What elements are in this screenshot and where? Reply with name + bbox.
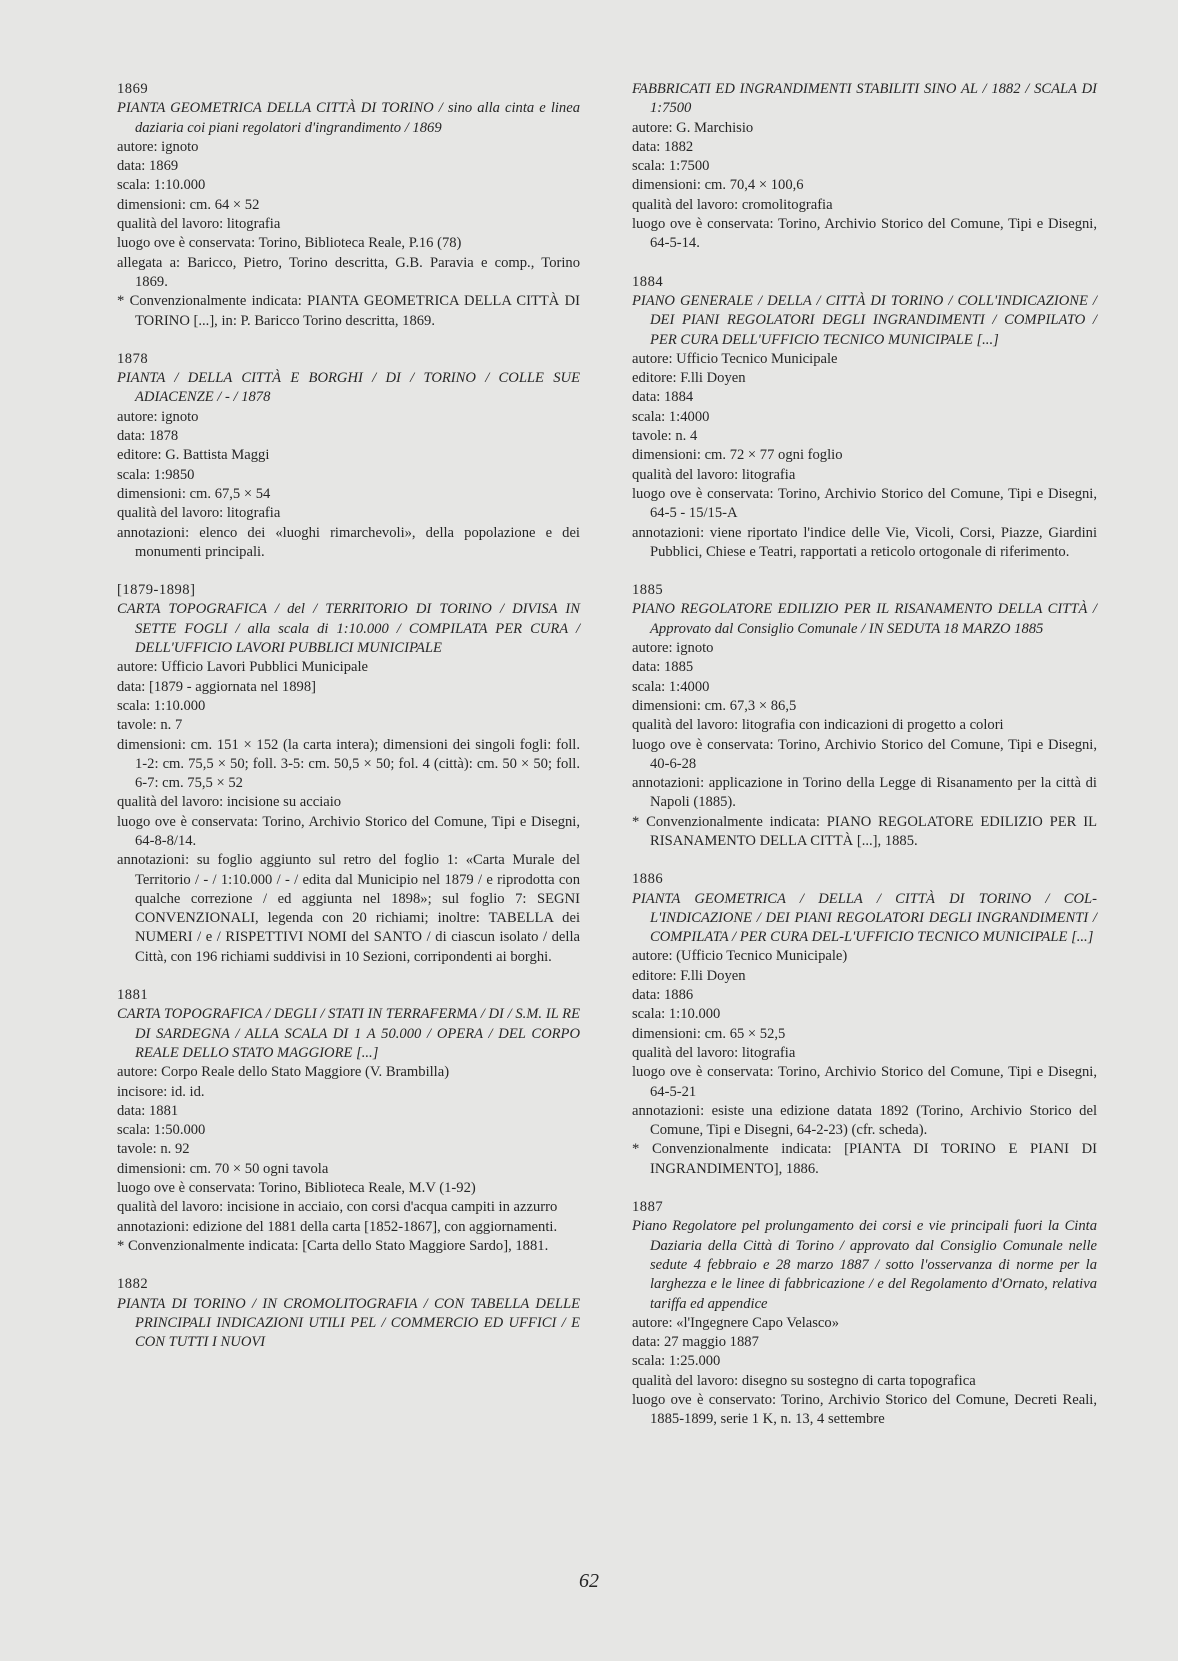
- entry-field: qualità del lavoro: incisione in acciaio, con corsi d'acqua campiti in azzurro: [117, 1199, 558, 1216]
- entry-title: CARTA TOPOGRAFICA / del / TERRITORIO DI TORINO / DIVISA IN SETTE FOGLI / alla scala di 1:10.000 / COMPILATA PER CURA / DELL'UFFICIO LAVORI PUBBLICI MUNICIPALE: [117, 601, 580, 657]
- entry-field: luogo ove è conservata: Torino, Archivio Storico del Comune, Tipi e Disegni, 64-8-8/14.: [117, 813, 580, 849]
- entry-field: data: 1886: [632, 987, 694, 1004]
- catalog-entry: [117, 581, 580, 967]
- entry-field: data: 1878: [117, 428, 179, 445]
- entry-field: qualità del lavoro: litografia: [117, 216, 281, 233]
- catalog-entry: [632, 1198, 1097, 1430]
- entry-field: qualità del lavoro: litografia con indicazioni di progetto a colori: [632, 717, 1004, 734]
- catalog-entry: [632, 273, 1097, 562]
- entry-field: dimensioni: cm. 70 × 50 ogni tavola: [117, 1160, 329, 1177]
- entry-field: annotazioni: applicazione in Torino della Legge di Risanamento per la città di Napoli (1885).: [632, 775, 1097, 811]
- entry-field: * Convenzionalmente indicata: PIANTA GEOMETRICA DELLA CITTÀ DI TORINO [...], in: P. Baricco Torino descritta, 1869.: [117, 293, 580, 329]
- catalog-entry: [632, 80, 1097, 254]
- entry-field: luogo ove è conservata: Torino, Biblioteca Reale, M.V (1-92): [117, 1180, 476, 1197]
- entry-year: 1869: [117, 81, 149, 97]
- entry-field: data: [1879 - aggiornata nel 1898]: [117, 678, 316, 695]
- entry-field: dimensioni: cm. 65 × 52,5: [632, 1025, 786, 1042]
- entry-field: luogo ove è conservata: Torino, Archivio Storico del Comune, Tipi e Disegni, 40-6-28: [632, 736, 1097, 772]
- entry-field: scala: 1:10.000: [117, 177, 206, 194]
- entry-year: 1882: [117, 1276, 149, 1293]
- entry-field: scala: 1:50.000: [117, 1122, 206, 1139]
- entry-field: qualità del lavoro: litografia: [632, 466, 796, 483]
- entry-field: dimensioni: cm. 64 × 52: [117, 196, 260, 213]
- entry-field: scala: 1:25.000: [632, 1353, 721, 1370]
- entry-title: PIANTA GEOMETRICA DELLA CITTÀ DI TORINO / sino alla cinta e linea daziaria coi piani regolatori d'ingrandimento / 1869: [117, 100, 580, 136]
- entry-field: luogo ove è conservata: Torino, Archivio Storico del Comune, Tipi e Disegni, 64-5-14.: [632, 216, 1097, 252]
- entry-year: [1879-1898]: [117, 582, 196, 599]
- entry-field: autore: Ufficio Lavori Pubblici Municipale: [117, 659, 369, 676]
- entry-field: dimensioni: cm. 67,3 × 86,5: [632, 697, 797, 714]
- catalog-entry: [632, 870, 1097, 1179]
- catalog-entry: [632, 581, 1097, 851]
- entry-year: 1887: [632, 1199, 664, 1216]
- entry-field: data: 1881: [117, 1102, 179, 1119]
- page-number: 62: [579, 1570, 599, 1592]
- entry-field: luogo ove è conservata: Torino, Biblioteca Reale, P.16 (78): [117, 235, 462, 252]
- entry-year: 1881: [117, 987, 149, 1004]
- entry-field: autore: «l'Ingegnere Capo Velasco»: [632, 1314, 840, 1331]
- entry-field: * Convenzionalmente indicata: PIANO REGOLATORE EDILIZIO PER IL RISANAMENTO DELLA CITTÀ [...], 1885.: [632, 813, 1097, 849]
- entry-year: 1878: [117, 350, 149, 367]
- entry-field: data: 1884: [632, 389, 694, 406]
- entry-field: autore: Ufficio Tecnico Municipale: [632, 350, 838, 367]
- entry-field: editore: F.lli Doyen: [632, 967, 746, 984]
- entry-field: editore: F.lli Doyen: [632, 370, 746, 387]
- catalog-entry: [117, 986, 580, 1256]
- entry-field: tavole: n. 92: [117, 1141, 190, 1158]
- entry-field: tavole: n. 4: [632, 428, 698, 445]
- entry-field: annotazioni: edizione del 1881 della carta [1852-1867], con aggiornamenti.: [117, 1218, 558, 1235]
- entry-field: scala: 1:10.000: [632, 1006, 721, 1023]
- entry-field: scala: 1:7500: [632, 158, 710, 175]
- entry-title: CARTA TOPOGRAFICA / DEGLI / STATI IN TERRAFERMA / DI / S.M. IL RE DI SARDEGNA / ALLA SCALA DI 1 A 50.000 / OPERA / DEL CORPO REALE DELLO STATO MAGGIORE [...]: [117, 1006, 580, 1061]
- entry-field: autore: Corpo Reale dello Stato Maggiore (V. Brambilla): [117, 1064, 450, 1081]
- entry-field: dimensioni: cm. 67,5 × 54: [117, 485, 271, 502]
- entry-year: 1886: [632, 871, 664, 888]
- entry-title: PIANO REGOLATORE EDILIZIO PER IL RISANAMENTO DELLA CITTÀ / Approvato dal Consiglio Comunale / IN SEDUTA 18 MARZO 1885: [632, 601, 1097, 637]
- entry-year: 1885: [632, 582, 664, 599]
- entry-field: autore: (Ufficio Tecnico Municipale): [632, 948, 848, 965]
- entry-field: qualità del lavoro: litografia: [117, 505, 281, 522]
- entry-year: 1884: [632, 273, 664, 290]
- entry-title: PIANO GENERALE / DELLA / CITTÀ DI TORINO / COLL'INDICAZIONE / DEI PIANI REGOLATORI DEGLI INGRANDIMENTI / COMPILATO / PER CURA DELL'UFFICIO TECNICO MUNICIPALE [...]: [632, 292, 1097, 348]
- entry-field: annotazioni: su foglio aggiunto sul retro del foglio 1: «Carta Murale del Territorio / - / 1:10.000 / - / edita dal Municipio nel 1879 / e riprodotta con qualche correzione / ed aggiunta nel 1898»; sul foglio 7: SEGNI CONVENZIONALI, legenda con 20 richiami; inoltre: TABELLA dei NUMERI / e / RISPETTIVI NOMI del SANTO / di ciascun isolato / della Città, con 196 richiami suddivisi in 10 Sezioni, corripondenti ai borghi.: [117, 852, 580, 965]
- entry-field: luogo ove è conservata: Torino, Archivio Storico del Comune, Tipi e Disegni, 64-5 - 15/15-A: [632, 485, 1097, 522]
- entry-field: * Convenzionalmente indicata: [Carta dello Stato Maggiore Sardo], 1881.: [117, 1237, 549, 1254]
- entry-title: PIANTA DI TORINO / IN CROMOLITOGRAFIA / CON TABELLA DELLE PRINCIPALI INDICAZIONI UTILI PEL / COMMERCIO ED UFFICI / E CON TUTTI I NUOVI: [117, 1295, 580, 1351]
- entry-field: qualità del lavoro: disegno su sostegno di carta topografica: [632, 1372, 976, 1389]
- entry-field: tavole: n. 7: [117, 717, 183, 734]
- entry-field: autore: ignoto: [117, 138, 199, 155]
- entry-field: qualità del lavoro: litografia: [632, 1044, 796, 1061]
- entry-field: autore: G. Marchisio: [632, 119, 754, 136]
- entry-title: PIANTA / DELLA CITTÀ E BORGHI / DI / TORINO / COLLE SUE ADIACENZE / - / 1878: [117, 370, 580, 406]
- entry-title: Piano Regolatore pel prolungamento dei corsi e vie principali fuori la Cinta Daziaria della Città di Torino / approvato dal Consiglio Comunale nelle sedute 4 febbraio e 28 marzo 1887 / sotto l'osservanza di norme per la larghezza e le linee di fabbricazione / e del Regolamento d'Ornato, relativa tariffa ed appendice: [632, 1218, 1097, 1312]
- entry-field: editore: G. Battista Maggi: [117, 447, 270, 464]
- entry-field: data: 1882: [632, 138, 694, 155]
- entry-field: scala: 1:4000: [632, 408, 710, 425]
- entry-field: scala: 1:10.000: [117, 697, 206, 714]
- entry-field: annotazioni: elenco dei «luoghi rimarchevoli», della popolazione e dei monumenti principali.: [117, 524, 580, 560]
- entry-field: autore: ignoto: [632, 640, 714, 657]
- entry-field: dimensioni: cm. 72 × 77 ogni foglio: [632, 447, 843, 464]
- entry-field: autore: ignoto: [117, 408, 199, 425]
- entry-field: * Convenzionalmente indicata: [PIANTA DI TORINO E PIANI DI INGRANDIMENTO], 1886.: [632, 1141, 1097, 1177]
- entry-field: allegata a: Baricco, Pietro, Torino descritta, G.B. Paravia e comp., Torino 1869.: [117, 254, 580, 290]
- entry-field: annotazioni: viene riportato l'indice delle Vie, Vicoli, Corsi, Piazze, Giardini Pubblici, Chiese e Teatri, rapportati a reticolo ortogonale di riferimento.: [632, 524, 1097, 560]
- entry-field: qualità del lavoro: cromolitografia: [632, 196, 833, 213]
- entry-field: luogo ove è conservato: Torino, Archivio Storico del Comune, Decreti Reali, 1885-1899, serie 1 K, n. 13, 4 settembre: [632, 1392, 1097, 1428]
- entry-field: scala: 1:4000: [632, 678, 710, 695]
- entry-title: FABBRICATI ED INGRANDIMENTI STABILITI SINO AL / 1882 / SCALA DI 1:7500: [632, 81, 1097, 117]
- entry-field: scala: 1:9850: [117, 466, 195, 483]
- catalog-entry: [117, 350, 580, 562]
- entry-field: luogo ove è conservata: Torino, Archivio Storico del Comune, Tipi e Disegni, 64-5-21: [632, 1064, 1097, 1100]
- entry-title: PIANTA GEOMETRICA / DELLA / CITTÀ DI TORINO / COL-L'INDICAZIONE / DEI PIANI REGOLATORI DEGLI INGRANDIMENTI / COMPILATA / PER CURA DEL-L'UFFICIO TECNICO MUNICIPALE [...]: [632, 890, 1097, 946]
- entry-field: data: 1869: [117, 158, 179, 175]
- entry-field: qualità del lavoro: incisione su acciaio: [117, 794, 342, 811]
- entry-field: incisore: id. id.: [117, 1083, 205, 1100]
- left-column: [117, 80, 580, 1371]
- entry-field: dimensioni: cm. 70,4 × 100,6: [632, 177, 804, 194]
- entry-field: annotazioni: esiste una edizione datata 1892 (Torino, Archivio Storico del Comune, Tipi e Disegni, 64-2-23) (cfr. scheda).: [632, 1102, 1097, 1139]
- catalog-entry: [117, 1275, 580, 1352]
- right-column: [632, 80, 1097, 1449]
- entry-field: data: 1885: [632, 659, 694, 676]
- entry-field: dimensioni: cm. 151 × 152 (la carta intera); dimensioni dei singoli fogli: foll. 1-2: cm. 75,5 × 50; foll. 3-5: cm. 50,5 × 50; fol. 4 (città): cm. 50 × 50; foll. 6-7: cm. 75,5 × 52: [117, 736, 580, 792]
- catalog-entry: [117, 80, 580, 331]
- entry-field: data: 27 maggio 1887: [632, 1334, 759, 1351]
